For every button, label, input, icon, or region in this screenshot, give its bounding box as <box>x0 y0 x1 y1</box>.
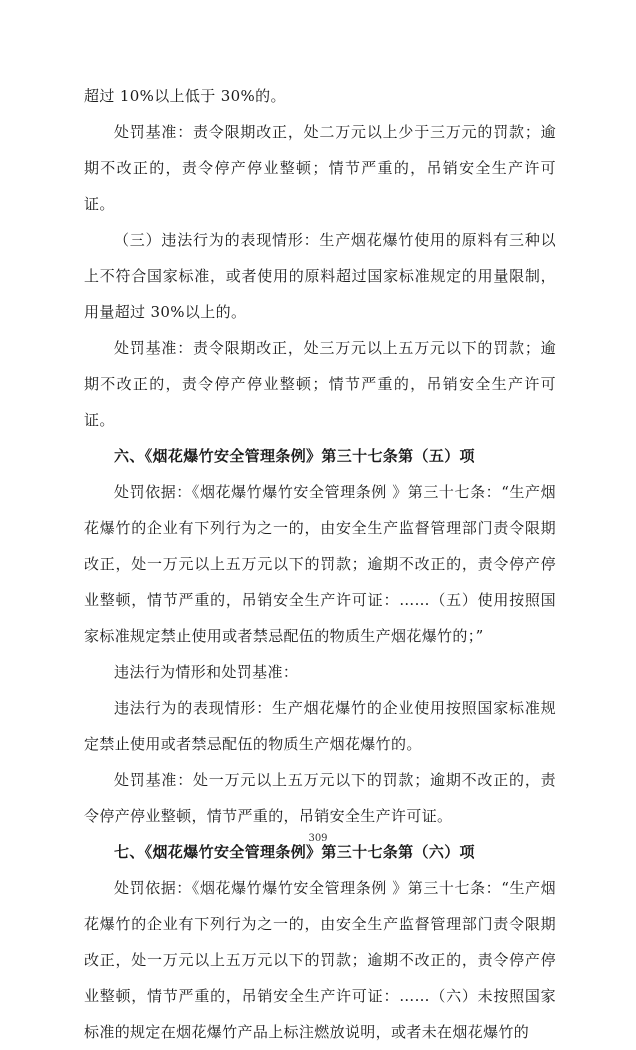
paragraph-penalty-standard: 处罚基准：处一万元以上五万元以下的罚款；逾期不改正的，责令停产停业整顿，情节严重的，吊销安全生产许可证。 <box>84 771 556 825</box>
paragraph-penalty-basis: 处罚依据：《烟花爆竹爆竹安全管理条例 》第三十七条：“生产烟花爆竹的企业有下列行为之一的，由安全生产监督管理部门责令限期改正，处一万元以上五万元以下的罚款；逾期不改正的，责令停产停业整顿，情节严重的，吊销安全生产许可证：……（六）未按照国家标准的规定在烟花爆竹产品上标注燃放说明，或者未在烟花爆竹的 <box>84 879 556 1041</box>
paragraph-subheading: 违法行为情形和处罚基准： <box>114 663 299 681</box>
paragraph-penalty-standard: 处罚基准：责令限期改正，处二万元以上少于三万元的罚款；逾期不改正的，责令停产停业整顿；情节严重的，吊销安全生产许可证。 <box>84 123 556 213</box>
paragraph-violation-case-3: （三）违法行为的表现情形：生产烟花爆竹使用的原料有三种以上不符合国家标准，或者使用的原料超过国家标准规定的用量限制，用量超过 30%以上的。 <box>84 231 556 321</box>
document-body <box>84 78 556 1050</box>
paragraph-continuation: 超过 10%以上低于 30%的。 <box>84 87 286 105</box>
paragraph-violation-case: 违法行为的表现情形：生产烟花爆竹的企业使用按照国家标准规定禁止使用或者禁忌配伍的物质生产烟花爆竹的。 <box>84 699 556 753</box>
section-heading-6: 六、《烟花爆竹安全管理条例》第三十七条第（五）项 <box>114 447 475 465</box>
section-heading-7: 七、《烟花爆竹安全管理条例》第三十七条第（六）项 <box>114 843 475 861</box>
page-number: 309 <box>308 833 328 844</box>
paragraph-penalty-standard: 处罚基准：责令限期改正，处三万元以上五万元以下的罚款；逾期不改正的，责令停产停业整顿；情节严重的，吊销安全生产许可证。 <box>84 339 556 429</box>
paragraph-penalty-basis: 处罚依据：《烟花爆竹爆竹安全管理条例 》第三十七条：“生产烟花爆竹的企业有下列行为之一的，由安全生产监督管理部门责令限期改正，处一万元以上五万元以下的罚款；逾期不改正的，责令停产停业整顿，情节严重的，吊销安全生产许可证：……（五）使用按照国家标准规定禁止使用或者禁忌配伍的物质生产烟花爆竹的；” <box>84 483 556 645</box>
